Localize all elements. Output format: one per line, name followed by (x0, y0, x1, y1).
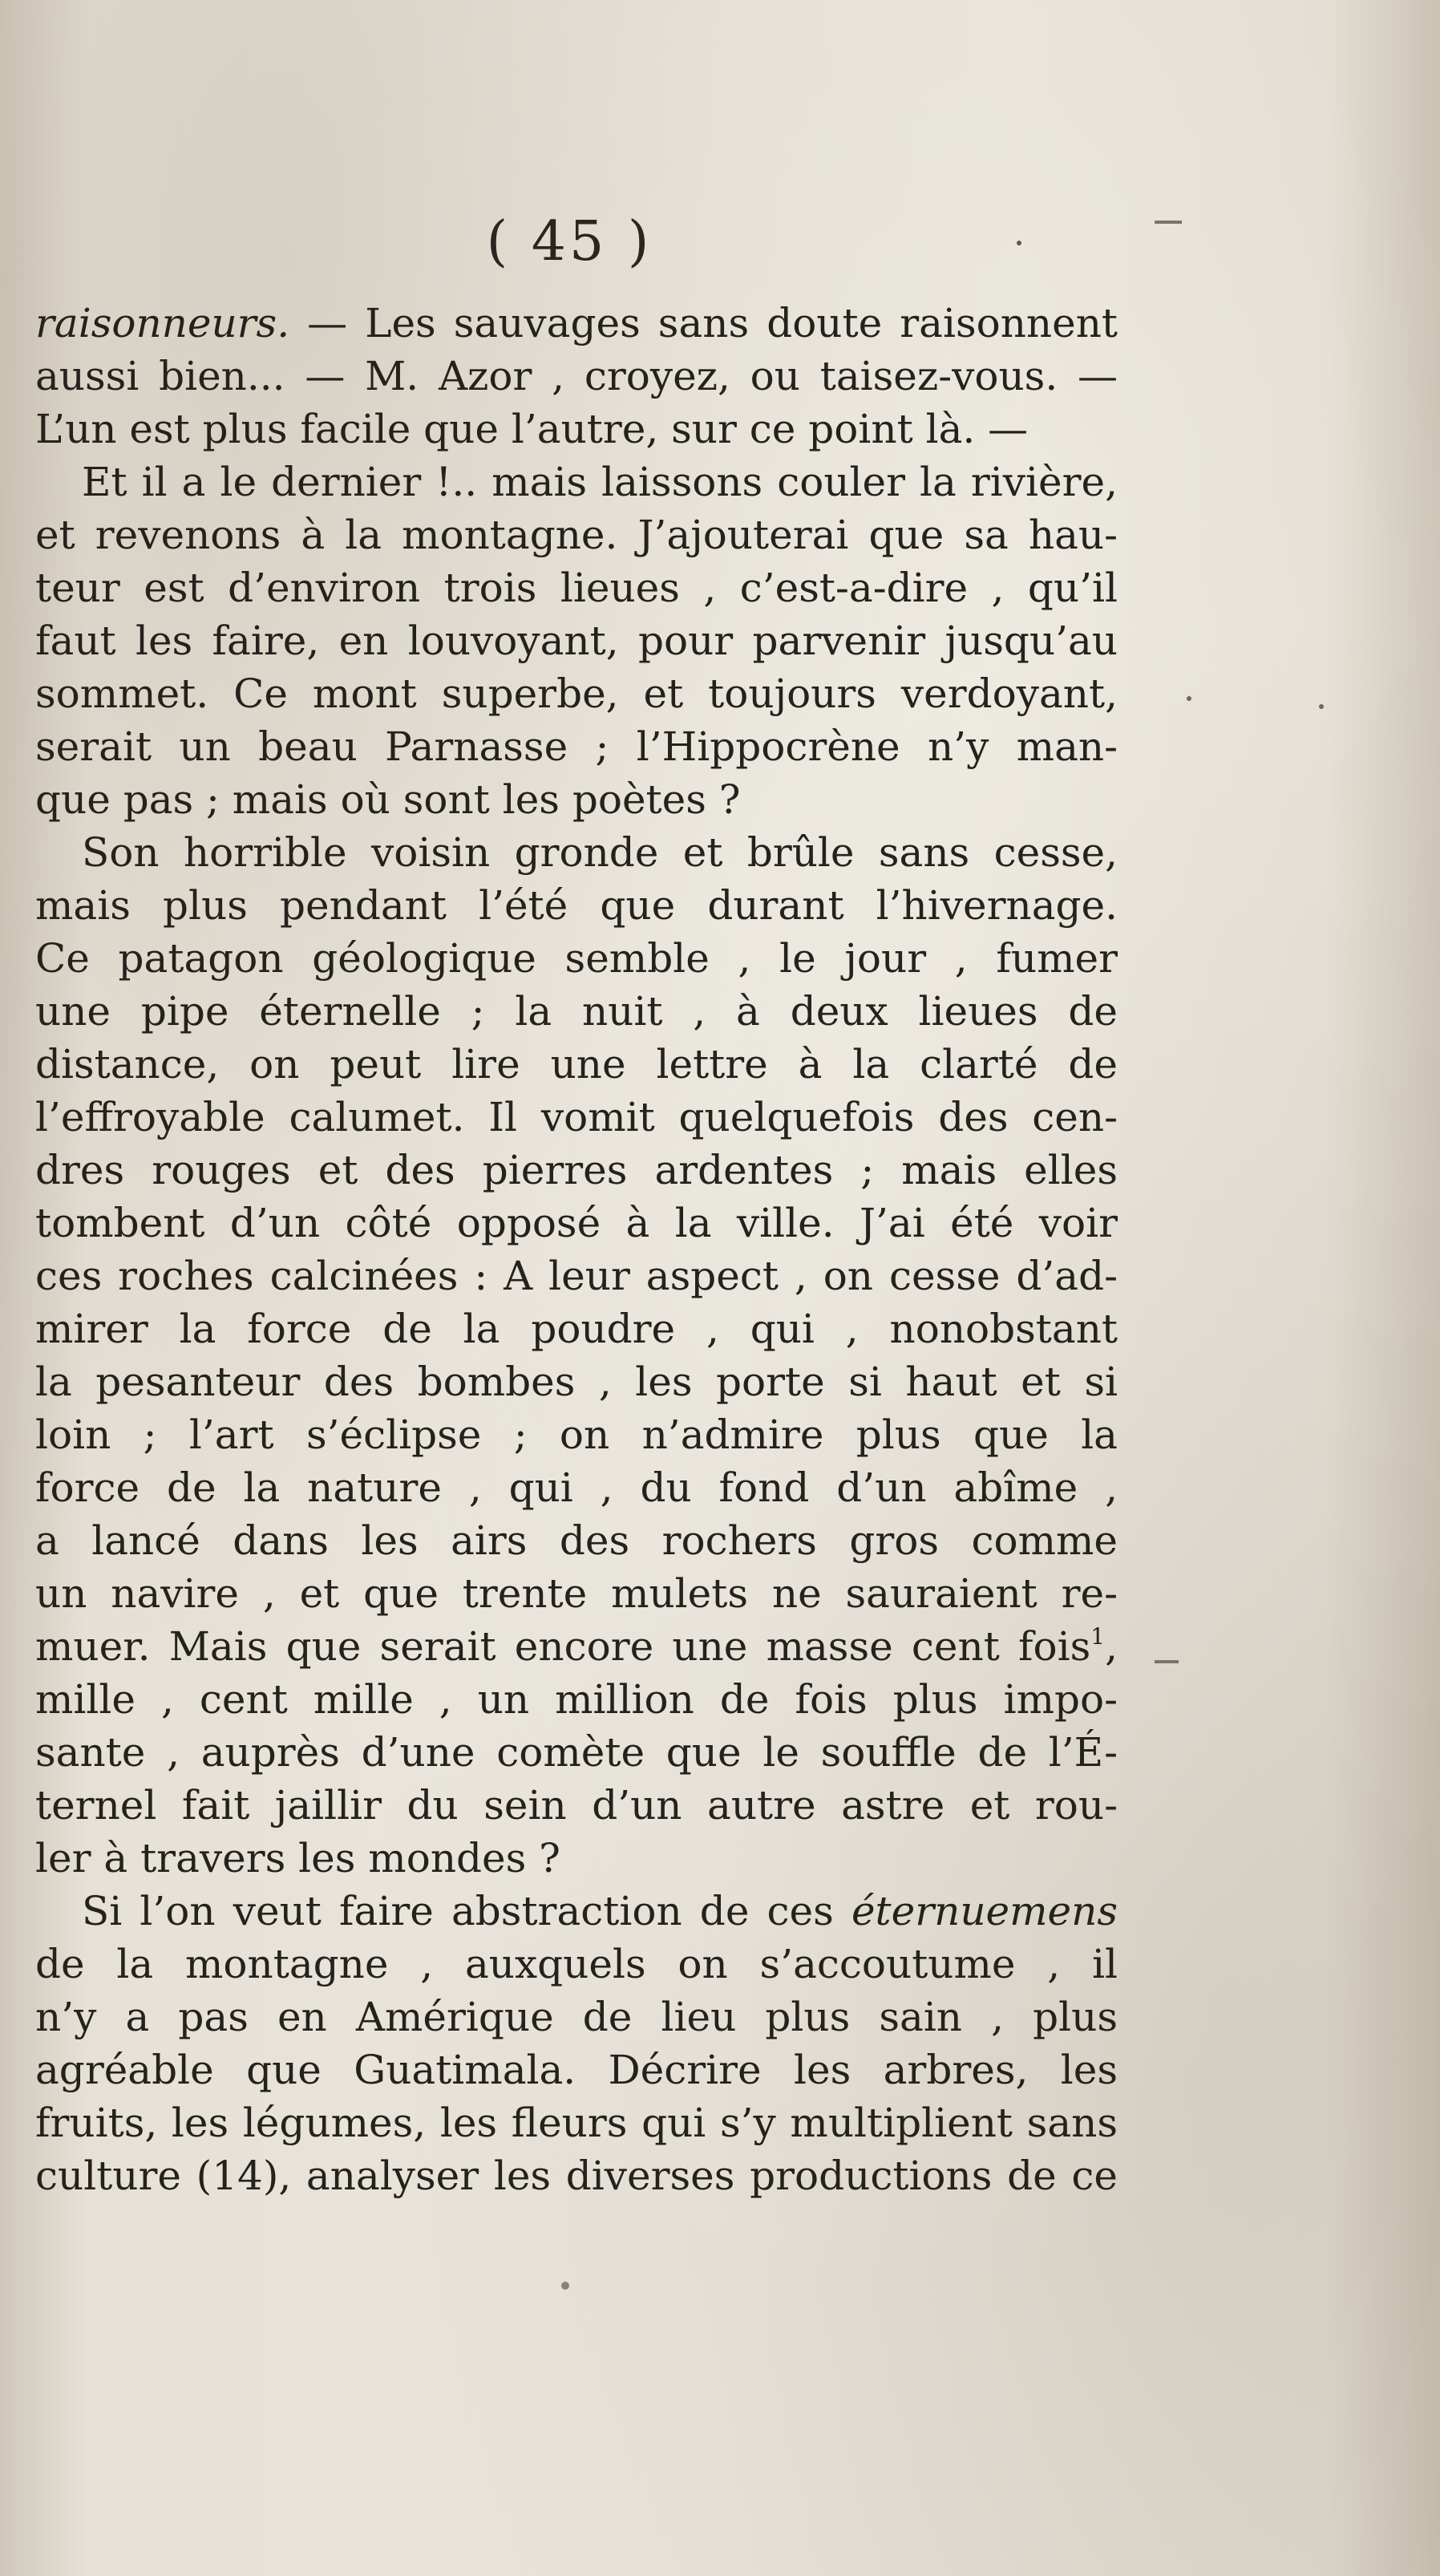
line-text: L’un est plus facile que l’autre, sur ce point là. — (35, 406, 1029, 452)
line-text: ces roches calcinées : A leur aspect , on cesse d’ad- (35, 1253, 1118, 1299)
line-text: tombent d’un côté opposé à la ville. J’ai été voir (35, 1200, 1118, 1246)
line-text: mais plus pendant l’été que durant l’hivernage. (35, 882, 1118, 929)
italic-word: raisonneurs. (35, 300, 290, 346)
text-line (35, 826, 1118, 879)
text-line (35, 1355, 1118, 1408)
line-text: a lancé dans les airs des rochers gros comme (35, 1517, 1118, 1564)
text-line (35, 1673, 1118, 1726)
line-text: et revenons à la montagne. J’ajouterai que sa hau- (35, 512, 1118, 558)
line-text: agréable que Guatimala. Décrire les arbres, les (35, 2047, 1118, 2093)
text-line (35, 1461, 1118, 1514)
text-line (35, 1779, 1118, 1832)
text-line (35, 1408, 1118, 1461)
text-line (35, 1091, 1118, 1144)
text-line (35, 1991, 1118, 2043)
ink-speck (1017, 241, 1021, 245)
line-text: dres rouges et des pierres ardentes ; mais elles (35, 1147, 1118, 1193)
text-line (35, 879, 1118, 932)
line-text: mirer la force de la poudre , qui , nonobstant (35, 1306, 1118, 1352)
text-line (35, 667, 1118, 720)
line-text: serait un beau Parnasse ; l’Hippocrène n’y man- (35, 723, 1118, 770)
margin-dash-mark (1155, 1660, 1179, 1663)
text-line (35, 614, 1118, 667)
text-line (35, 1144, 1118, 1197)
line-text: culture (14), analyser les diverses productions de ce (35, 2153, 1118, 2199)
line-text: un navire , et que trente mulets ne sauraient re- (35, 1570, 1118, 1617)
text-line (35, 1302, 1118, 1355)
line-text: la pesanteur des bombes , les porte si haut et si (35, 1359, 1118, 1405)
text-line (35, 2149, 1118, 2202)
footnote-marker: 1 (1090, 1623, 1106, 1650)
text-line (35, 403, 1118, 456)
text-line (35, 508, 1118, 561)
text-line (35, 1885, 1118, 1938)
line-text: sante , auprès d’une comète que le souffle de l’É- (35, 1729, 1118, 1776)
line-text: de la montagne , auxquels on s’accoutume , il (35, 1941, 1118, 1987)
ink-speck (561, 2282, 569, 2290)
text-line (35, 1038, 1118, 1091)
line-text: Son horrible voisin gronde et brûle sans cesse, (82, 829, 1118, 876)
line-text: faut les faire, en louvoyant, pour parvenir jusqu’au (35, 618, 1118, 664)
ink-speck (1187, 696, 1191, 701)
text-line (35, 932, 1118, 985)
line-text: ternel fait jaillir du sein d’un autre astre et rou- (35, 1782, 1118, 1829)
line-text: mille , cent mille , un million de fois plus impo- (35, 1676, 1118, 1723)
line-text: Si l’on veut faire abstraction de ces (82, 1888, 851, 1934)
page-number: ( 45 ) (486, 210, 653, 273)
text-line (35, 1250, 1118, 1302)
line-text: n’y a pas en Amérique de lieu plus sain , plus (35, 1994, 1118, 2040)
text-line (35, 350, 1118, 403)
line-text: aussi bien... — M. Azor , croyez, ou taisez-vous. — (35, 353, 1118, 399)
line-text: muer. Mais que serait encore une masse cent fois (35, 1623, 1091, 1670)
text-line (35, 1620, 1118, 1673)
line-tail: , (1105, 1623, 1118, 1670)
italic-word: éternuemens (851, 1888, 1118, 1934)
line-text: force de la nature , qui , du fond d’un abîme , (35, 1464, 1118, 1511)
text-line (35, 1514, 1118, 1567)
text-line (35, 297, 1118, 350)
line-text: sommet. Ce mont superbe, et toujours verdoyant, (35, 670, 1118, 717)
line-text: Ce patagon géologique semble , le jour , fumer (35, 935, 1118, 982)
text-line (35, 720, 1118, 773)
text-line (35, 1726, 1118, 1779)
line-text: ler à travers les mondes ? (35, 1835, 560, 1881)
text-line (35, 2043, 1118, 2096)
line-text: l’effroyable calumet. Il vomit quelquefois des cen- (35, 1094, 1118, 1140)
line-text: distance, on peut lire une lettre à la clarté de (35, 1041, 1118, 1088)
text-line (35, 456, 1118, 508)
text-line (35, 1832, 1118, 1885)
line-text: — Les sauvages sans doute raisonnent (289, 300, 1118, 346)
text-line (35, 2096, 1118, 2149)
text-line (35, 1567, 1118, 1620)
text-line (35, 561, 1118, 614)
margin-dash-mark (1155, 221, 1182, 224)
line-text: Et il a le dernier !.. mais laissons couler la rivière, (82, 459, 1118, 505)
body-text (35, 297, 1118, 2202)
text-line (35, 773, 1118, 826)
line-text: que pas ; mais où sont les poètes ? (35, 776, 741, 823)
text-line (35, 1197, 1118, 1250)
line-text: teur est d’environ trois lieues , c’est-a-dire , qu’il (35, 565, 1118, 611)
ink-speck (1319, 704, 1324, 709)
text-line (35, 1938, 1118, 1991)
text-line (35, 985, 1118, 1038)
line-text: loin ; l’art s’éclipse ; on n’admire plus que la (35, 1412, 1118, 1458)
line-text: fruits, les légumes, les fleurs qui s’y multiplient sans (35, 2100, 1118, 2146)
line-text: une pipe éternelle ; la nuit , à deux lieues de (35, 988, 1118, 1035)
